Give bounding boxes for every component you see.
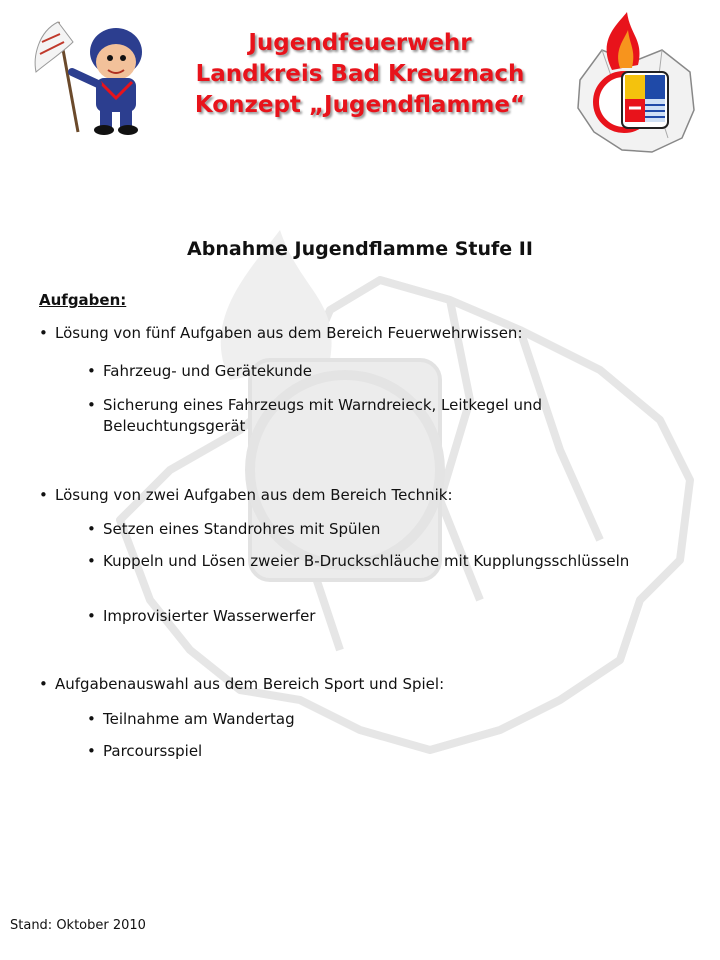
list-subitem-text: Sicherung eines Fahrzeugs mit Warndreieck, Leitkegel und Beleuchtungsgerät xyxy=(103,396,543,435)
list-subitem-text: Fahrzeug- und Gerätekunde xyxy=(103,362,313,380)
header-title-line-3: Konzept „Jugendflamme“ xyxy=(194,92,526,118)
list-item xyxy=(39,485,655,506)
bullet: • xyxy=(87,552,96,570)
list-subitem xyxy=(87,361,643,382)
list-item-text: Lösung von fünf Aufgaben aus dem Bereich Feuerwehrwissen: xyxy=(55,324,523,342)
mascot-logo xyxy=(28,12,158,137)
list-subitem-text: Teilnahme am Wandertag xyxy=(103,710,295,728)
list-item-text: Lösung von zwei Aufgaben aus dem Bereich Technik: xyxy=(55,486,453,504)
list-subitem-text: Kuppeln und Lösen zweier B-Druckschläuche mit Kupplungsschlüsseln xyxy=(103,552,630,570)
list-subitem xyxy=(87,395,643,437)
list-item xyxy=(39,674,655,695)
bullet: • xyxy=(87,362,96,380)
list-subitem xyxy=(87,709,643,730)
list-subitem xyxy=(87,519,643,540)
list-item xyxy=(39,323,655,344)
header-title-line-2: Landkreis Bad Kreuznach xyxy=(195,61,525,87)
list-subitem-text: Setzen eines Standrohres mit Spülen xyxy=(103,520,381,538)
list-subitem-text: Parcoursspiel xyxy=(103,742,203,760)
bullet: • xyxy=(87,396,96,414)
header-title-line-1: Jugendfeuerwehr xyxy=(248,30,472,56)
bullet: • xyxy=(39,324,48,342)
header-title xyxy=(160,28,560,121)
bullet: • xyxy=(87,742,96,760)
list-subitem-text: Improvisierter Wasserwerfer xyxy=(103,607,316,625)
list-item-text: Aufgabenauswahl aus dem Bereich Sport und Spiel: xyxy=(55,675,445,693)
list-subitem xyxy=(87,741,643,762)
section-label-aufgaben: Aufgaben: xyxy=(39,291,127,309)
list-subitem xyxy=(87,551,643,572)
footer-stand: Stand: Oktober 2010 xyxy=(10,918,146,933)
jugendflamme-emblem-logo xyxy=(572,10,700,160)
bullet: • xyxy=(39,675,48,693)
list-subitem xyxy=(87,606,643,627)
bullet: • xyxy=(39,486,48,504)
bullet: • xyxy=(87,607,96,625)
bullet: • xyxy=(87,710,96,728)
bullet: • xyxy=(87,520,96,538)
document-title: Abnahme Jugendflamme Stufe II xyxy=(187,238,533,260)
